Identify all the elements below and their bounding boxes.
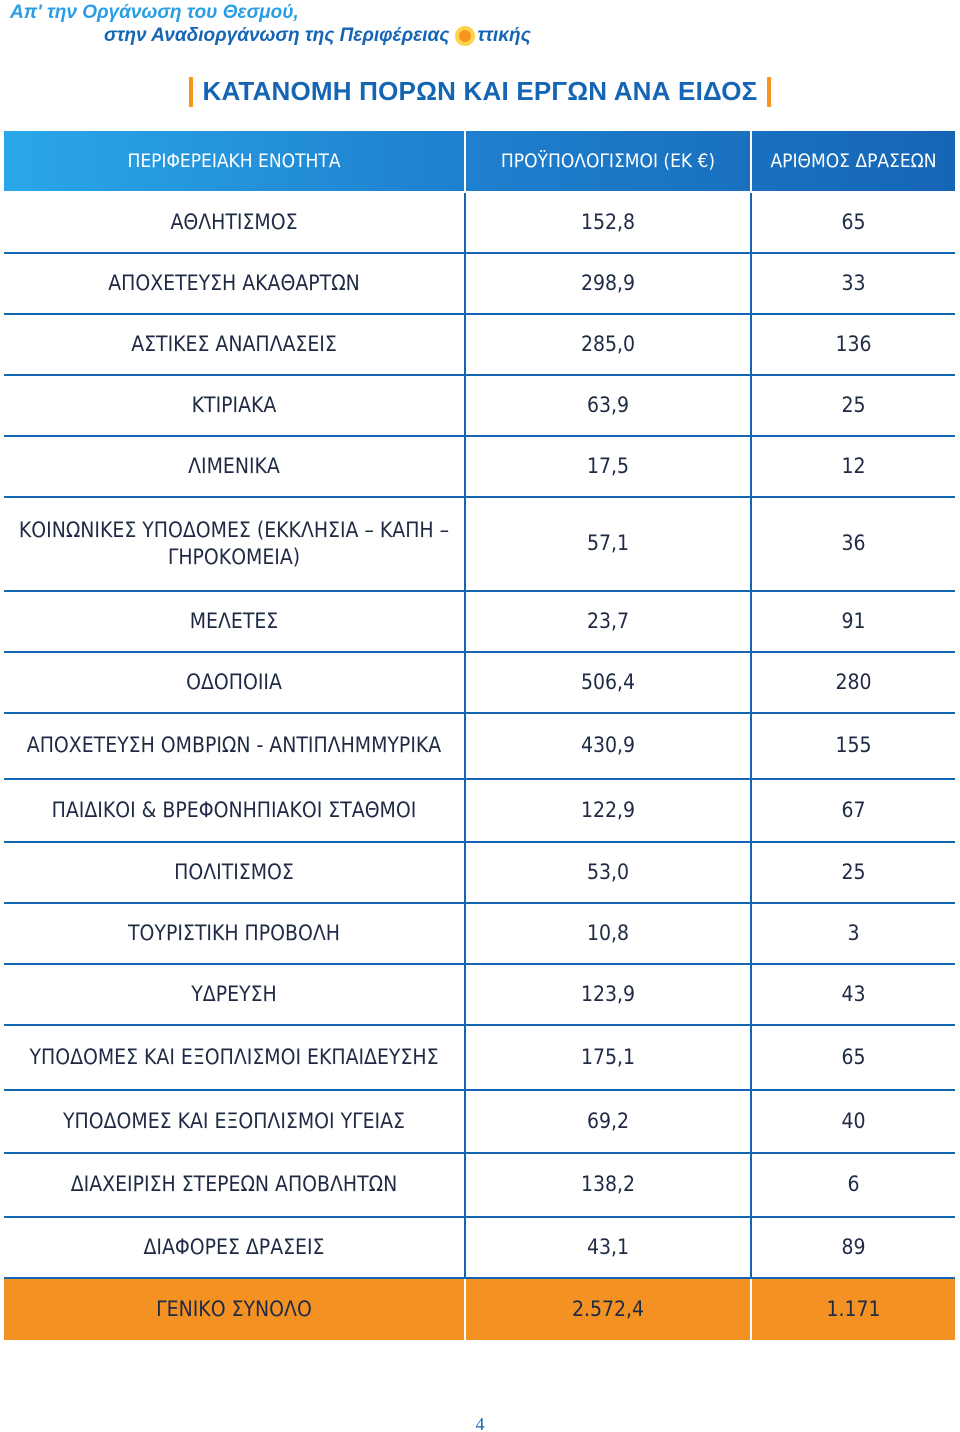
- table-row: [4, 714, 955, 780]
- table-row: [4, 315, 955, 376]
- row-category: ΑΠΟΧΕΤΕΥΣΗ ΑΚΑΘΑΡΤΩΝ: [4, 254, 466, 313]
- row-actions: 65: [841, 1044, 866, 1069]
- total-actions: 1.171: [826, 1296, 881, 1321]
- row-budget: 53,0: [466, 843, 752, 902]
- row-actions: 3: [847, 920, 860, 945]
- table-header-row: [4, 131, 955, 193]
- table-row: [4, 780, 955, 843]
- row-budget: 285,0: [466, 315, 752, 374]
- row-budget: 138,2: [466, 1154, 752, 1216]
- row-category: ΥΔΡΕΥΣΗ: [4, 965, 466, 1024]
- table-row: [4, 498, 955, 592]
- row-category: ΚΤΙΡΙΑΚΑ: [4, 376, 466, 435]
- table-row: [4, 904, 955, 965]
- table-row: [4, 1218, 955, 1279]
- row-category: ΜΕΛΕΤΕΣ: [4, 592, 466, 651]
- row-category: ΚΟΙΝΩΝΙΚΕΣ ΥΠΟΔΟΜΕΣ (ΕΚΚΛΗΣΙΑ – ΚΑΠΗ – ΓΗΡΟΚΟΜΕΙΑ): [4, 498, 466, 590]
- header-line-1: Απ' την Οργάνωση του Θεσμού,: [10, 2, 299, 23]
- header-line-2-tail: ττικής: [477, 24, 531, 46]
- row-category: ΑΘΛΗΤΙΣΜΟΣ: [4, 193, 466, 252]
- row-actions: 43: [841, 981, 866, 1006]
- row-category: ΥΠΟΔΟΜΕΣ ΚΑΙ ΕΞΟΠΛΙΣΜΟΙ ΕΚΠΑΙΔΕΥΣΗΣ: [4, 1026, 466, 1089]
- row-budget: 430,9: [466, 714, 752, 778]
- row-actions: 40: [841, 1108, 866, 1133]
- row-actions: 65: [841, 209, 866, 234]
- row-budget: 57,1: [466, 498, 752, 590]
- table-total-row: [4, 1279, 955, 1340]
- row-category: ΤΟΥΡΙΣΤΙΚΗ ΠΡΟΒΟΛΗ: [4, 904, 466, 963]
- row-category: ΛΙΜΕΝΙΚΑ: [4, 437, 466, 496]
- header-line-2-text: στην Αναδιοργάνωση της Περιφέρειας: [104, 24, 450, 46]
- page-title: ΚΑΤΑΝΟΜΗ ΠΟΡΩΝ ΚΑΙ ΕΡΓΩΝ ΑΝΑ ΕΙΔΟΣ: [202, 76, 758, 106]
- row-actions: 91: [841, 608, 866, 633]
- row-actions: 89: [841, 1234, 866, 1259]
- page-header: [10, 2, 531, 48]
- row-budget: 298,9: [466, 254, 752, 313]
- row-actions: 6: [847, 1172, 860, 1197]
- page-title-block: [0, 76, 960, 107]
- row-actions: 33: [841, 270, 866, 295]
- header-line-2: [104, 25, 531, 48]
- row-actions: 280: [835, 669, 872, 694]
- row-budget: 69,2: [466, 1091, 752, 1152]
- allocation-table: [4, 131, 955, 1340]
- column-header-actions: ΑΡΙΘΜΟΣ ΔΡΑΣΕΩΝ: [770, 149, 937, 172]
- table-row: [4, 965, 955, 1026]
- table-row: [4, 592, 955, 653]
- column-header-budget: ΠΡΟΫΠΟΛΟΓΙΣΜΟΙ (ΕΚ €): [466, 131, 752, 191]
- row-budget: 175,1: [466, 1026, 752, 1089]
- row-actions: 155: [835, 733, 872, 758]
- row-category: ΟΔΟΠΟΙΙΑ: [4, 653, 466, 712]
- table-row: [4, 1091, 955, 1154]
- row-budget: 17,5: [466, 437, 752, 496]
- total-label: ΓΕΝΙΚΟ ΣΥΝΟΛΟ: [4, 1279, 466, 1340]
- row-budget: 122,9: [466, 780, 752, 841]
- row-actions: 25: [841, 392, 866, 417]
- table-row: [4, 843, 955, 904]
- total-budget: 2.572,4: [466, 1279, 752, 1340]
- row-budget: 23,7: [466, 592, 752, 651]
- row-budget: 63,9: [466, 376, 752, 435]
- row-actions: 67: [841, 797, 866, 822]
- row-budget: 506,4: [466, 653, 752, 712]
- table-row: [4, 1026, 955, 1091]
- attica-logo-icon: [455, 26, 475, 46]
- table-row: [4, 193, 955, 254]
- row-actions: 12: [841, 453, 866, 478]
- row-category: ΔΙΑΧΕΙΡΙΣΗ ΣΤΕΡΕΩΝ ΑΠΟΒΛΗΤΩΝ: [4, 1154, 466, 1216]
- row-budget: 43,1: [466, 1218, 752, 1277]
- row-category: ΠΑΙΔΙΚΟΙ & ΒΡΕΦΟΝΗΠΙΑΚΟΙ ΣΤΑΘΜΟΙ: [4, 780, 466, 841]
- table-row: [4, 437, 955, 498]
- row-budget: 152,8: [466, 193, 752, 252]
- row-actions: 25: [841, 859, 866, 884]
- table-row: [4, 254, 955, 315]
- row-budget: 10,8: [466, 904, 752, 963]
- row-category: ΠΟΛΙΤΙΣΜΟΣ: [4, 843, 466, 902]
- page-number: 4: [475, 1414, 485, 1432]
- row-category: ΑΣΤΙΚΕΣ ΑΝΑΠΛΑΣΕΙΣ: [4, 315, 466, 374]
- row-actions: 136: [835, 331, 872, 356]
- row-actions: 36: [841, 531, 866, 556]
- table-row: [4, 376, 955, 437]
- row-category: ΔΙΑΦΟΡΕΣ ΔΡΑΣΕΙΣ: [4, 1218, 466, 1277]
- row-category: ΥΠΟΔΟΜΕΣ ΚΑΙ ΕΞΟΠΛΙΣΜΟΙ ΥΓΕΙΑΣ: [4, 1091, 466, 1152]
- column-header-region: ΠΕΡΙΦΕΡΕΙΑΚΗ ΕΝΟΤΗΤΑ: [4, 131, 466, 191]
- table-row: [4, 653, 955, 714]
- row-category: ΑΠΟΧΕΤΕΥΣΗ ΟΜΒΡΙΩΝ - ΑΝΤΙΠΛΗΜΜΥΡΙΚΑ: [4, 714, 466, 778]
- table-row: [4, 1154, 955, 1218]
- title-right-bar: [767, 77, 771, 107]
- row-budget: 123,9: [466, 965, 752, 1024]
